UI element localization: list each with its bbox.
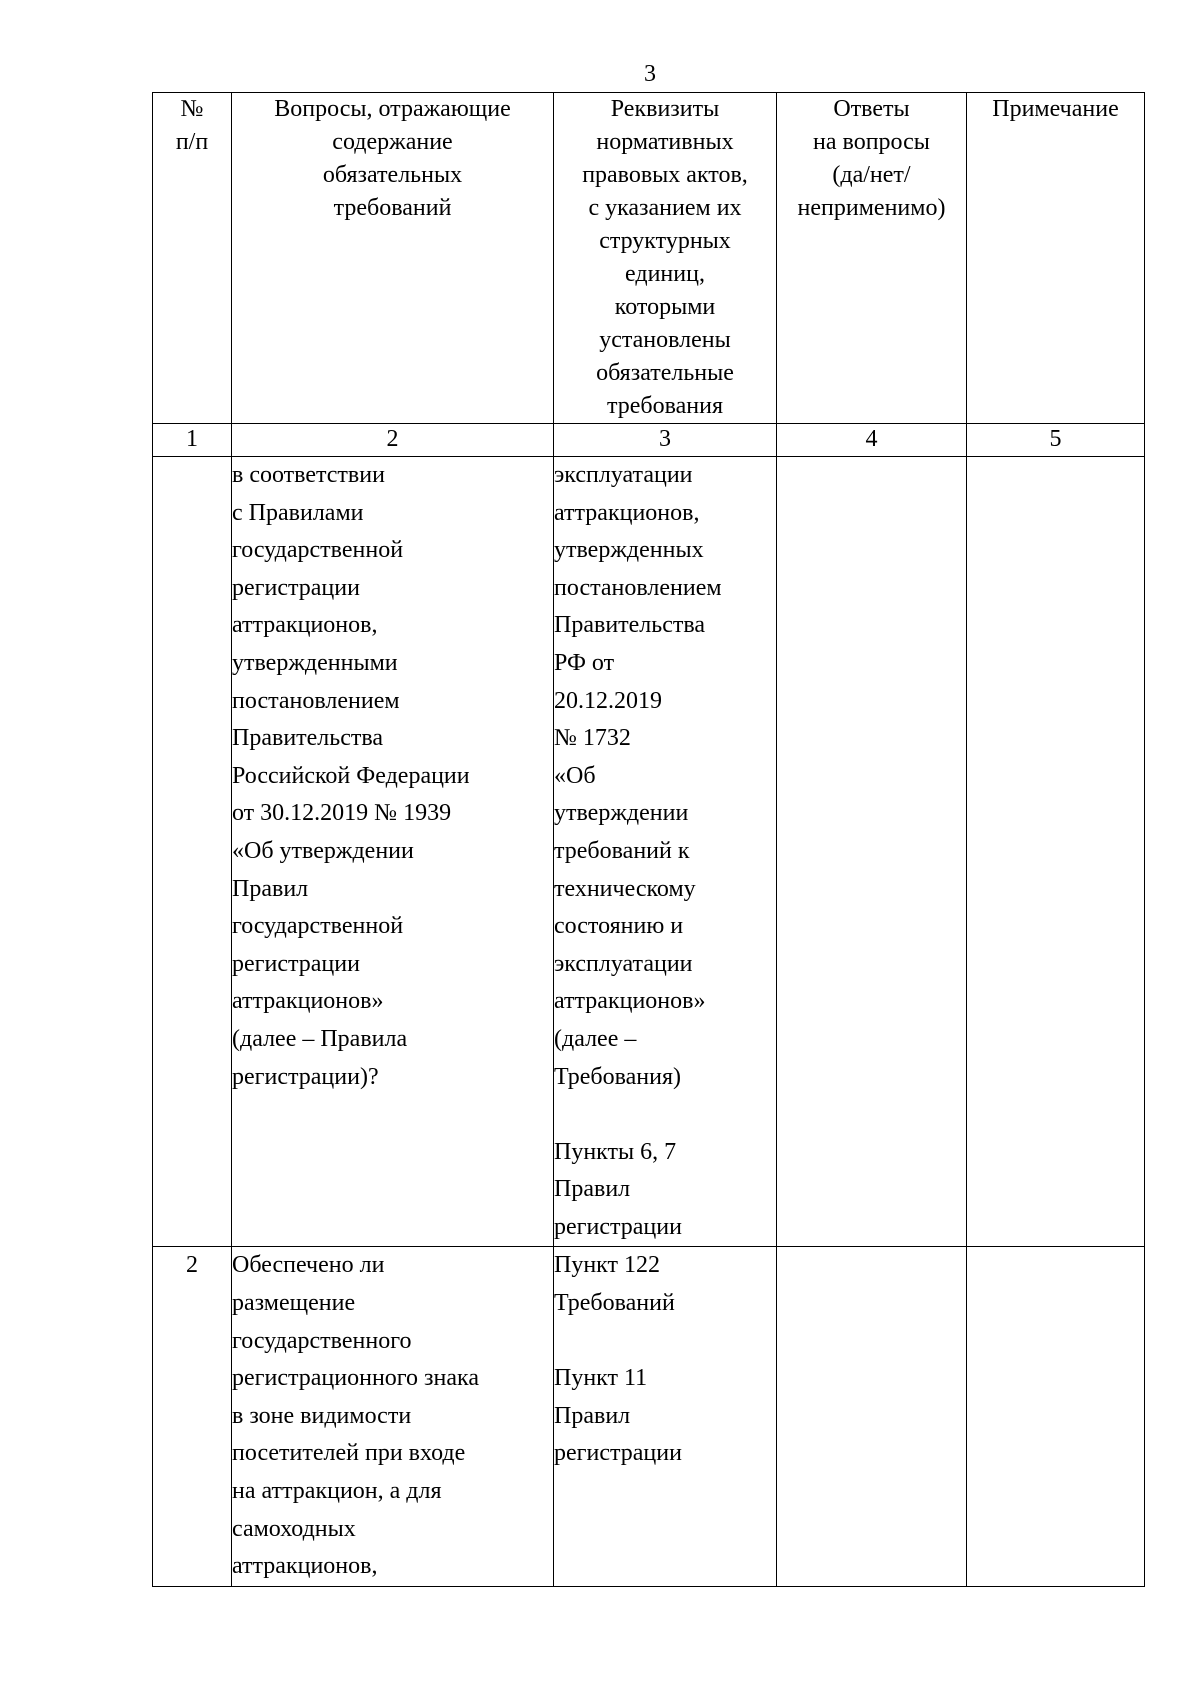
checklist-table — [152, 92, 1145, 1587]
text-line: на аттракцион, а для — [232, 1478, 442, 1505]
text-line: обязательных — [322, 162, 463, 188]
text-line: (далее – Правила — [232, 1025, 408, 1052]
text-line: государственной — [232, 537, 404, 564]
text-line: Правил — [232, 875, 309, 902]
text-line: РФ от — [554, 649, 615, 676]
column-number: 5 — [967, 424, 1145, 457]
header-row — [153, 93, 1145, 424]
text-line: Правительства — [554, 612, 706, 639]
header-questions — [232, 93, 554, 424]
column-number-row — [153, 424, 1145, 457]
text-line: утвержденных — [554, 537, 704, 564]
text-line: регистрационного знака — [232, 1365, 479, 1392]
text-line: 20.12.2019 — [554, 687, 662, 714]
text-line: эксплуатации — [554, 950, 693, 977]
text-line: Обеспечено ли — [232, 1252, 385, 1279]
column-number: 3 — [554, 424, 777, 457]
header-num — [153, 93, 232, 424]
note-cell — [967, 457, 1145, 1247]
text-line: регистрации — [232, 950, 360, 977]
text-line: посетителей при входе — [232, 1440, 466, 1467]
text-line: требований к — [554, 837, 690, 864]
table-row — [153, 457, 1145, 1247]
text-line: с Правилами — [232, 499, 364, 526]
text-line: требования — [606, 393, 724, 419]
text-line: содержание — [332, 129, 453, 155]
text-line: нормативных — [596, 129, 734, 155]
text-line: № — [180, 96, 204, 122]
text-line — [554, 1323, 776, 1361]
text-line: Вопросы, отражающие — [274, 96, 511, 122]
text-line: состоянию и — [554, 913, 684, 940]
text-line: установлены — [599, 327, 731, 353]
column-number: 4 — [777, 424, 967, 457]
text-line: № 1732 — [554, 725, 631, 752]
text-line: Ответы — [833, 96, 910, 122]
text-line: размещение — [232, 1290, 356, 1317]
answer-cell — [777, 1247, 967, 1586]
text-line: (да/нет/ — [832, 162, 911, 188]
text-line: в зоне видимости — [232, 1402, 412, 1429]
page-number: 3 — [644, 61, 656, 87]
requisites-cell — [554, 457, 777, 1247]
row-number — [153, 457, 232, 1247]
text-line: требований — [333, 195, 452, 221]
text-line: аттракционов, — [232, 612, 378, 639]
text-line: аттракционов» — [232, 988, 384, 1015]
text-line: в соответствии — [232, 462, 385, 488]
text-line: Российской Федерации — [232, 762, 470, 789]
text-line: утверждении — [554, 800, 689, 827]
text-line: структурных — [599, 228, 731, 254]
text-line: регистрации)? — [232, 1063, 379, 1090]
text-line: эксплуатации — [554, 462, 693, 488]
text-line: от 30.12.2019 № 1939 — [232, 800, 452, 827]
text-line: Правил — [554, 1176, 631, 1203]
header-answers — [777, 93, 967, 424]
requisites-cell — [554, 1247, 777, 1586]
question-cell — [232, 1247, 554, 1586]
text-line: регистрации — [554, 1213, 682, 1240]
row-number: 2 — [153, 1247, 232, 1586]
column-number: 2 — [232, 424, 554, 457]
text-line: «Об — [554, 762, 596, 789]
text-line: регистрации — [232, 574, 360, 601]
text-line: Пункты 6, 7 — [554, 1138, 677, 1165]
text-line: неприменимо) — [797, 195, 946, 221]
header-requisites — [554, 93, 777, 424]
text-line: Примечание — [992, 96, 1119, 122]
question-cell — [232, 457, 554, 1247]
header-note — [967, 93, 1145, 424]
text-line: с указанием их — [588, 195, 742, 221]
text-line: государственной — [232, 913, 404, 940]
text-line: Правил — [554, 1402, 631, 1429]
text-line: постановлением — [232, 687, 400, 714]
text-line: постановлением — [554, 574, 722, 601]
text-line: Пункт 122 — [554, 1252, 661, 1279]
text-line: «Об утверждении — [232, 837, 414, 864]
text-line: Правительства — [232, 725, 384, 752]
text-line: Требования) — [554, 1063, 681, 1090]
text-line: аттракционов, — [232, 1553, 378, 1580]
text-line: п/п — [175, 129, 209, 155]
text-line: самоходных — [232, 1515, 356, 1542]
text-line: обязательные — [596, 360, 734, 386]
text-line: государственного — [232, 1327, 412, 1354]
text-line: утвержденными — [232, 649, 398, 676]
text-line: аттракционов» — [554, 988, 706, 1015]
column-number: 1 — [153, 424, 232, 457]
text-line: правовых актов, — [582, 162, 748, 188]
text-line: регистрации — [554, 1440, 682, 1467]
answer-cell — [777, 457, 967, 1247]
text-line — [554, 1096, 776, 1134]
note-cell — [967, 1247, 1145, 1586]
text-line: (далее – — [554, 1025, 637, 1052]
text-line: Требований — [554, 1290, 675, 1317]
text-line: техническому — [554, 875, 696, 902]
text-line: Реквизиты — [610, 96, 720, 122]
text-line: которыми — [614, 294, 716, 320]
table-row — [153, 1247, 1145, 1586]
text-line: Пункт 11 — [554, 1365, 648, 1392]
text-line: единиц, — [625, 261, 705, 287]
text-line: аттракционов, — [554, 499, 700, 526]
text-line: на вопросы — [813, 129, 930, 155]
